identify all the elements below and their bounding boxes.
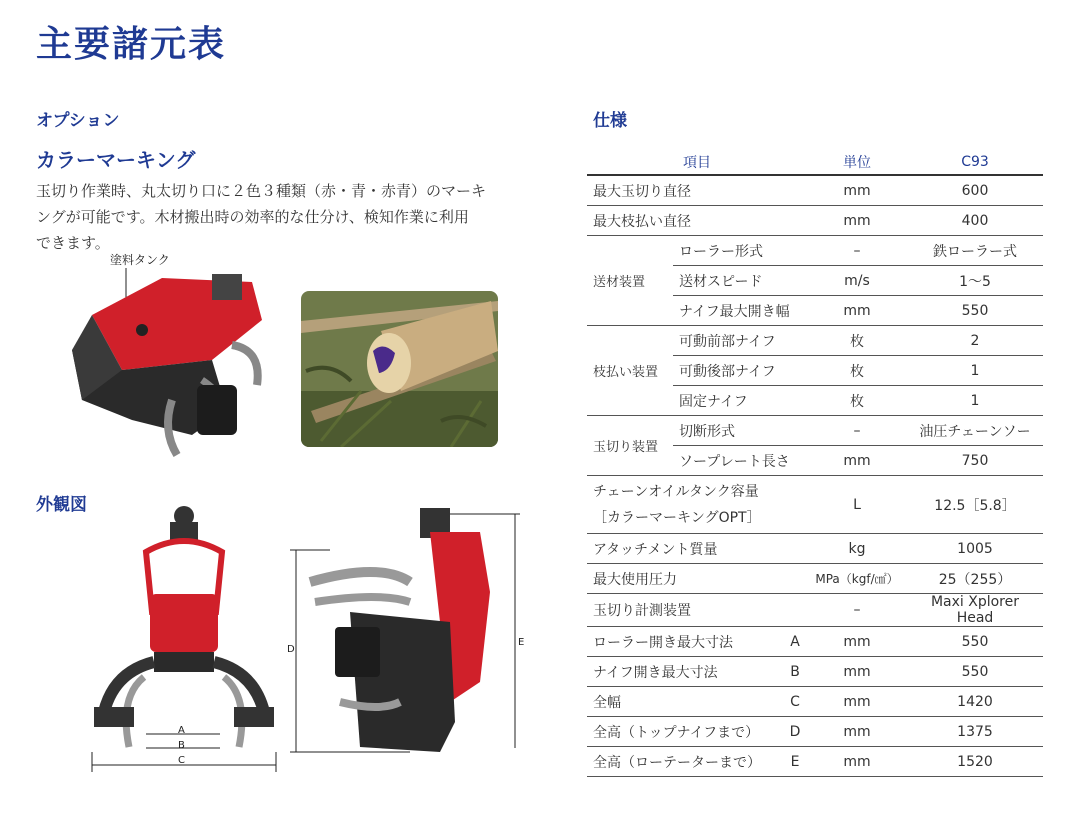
table-row: ナイフ最大開き幅 mm 550 bbox=[587, 296, 1043, 326]
dimension-a-label: A bbox=[178, 725, 185, 736]
harvester-head-illustration bbox=[62, 260, 277, 465]
table-row: 全高（ローテーターまで） E mm 1520 bbox=[587, 747, 1043, 777]
dimension-b-label: B bbox=[178, 740, 185, 751]
table-row: 送材スピード m/s 1〜5 bbox=[587, 266, 1043, 296]
table-row: 枝払い装置 可動前部ナイフ 枚 2 bbox=[587, 326, 1043, 356]
table-row: ナイフ開き最大寸法 B mm 550 bbox=[587, 657, 1043, 687]
table-row: 送材装置 ローラー形式 – 鉄ローラー式 bbox=[587, 236, 1043, 266]
color-marking-description bbox=[36, 178, 556, 256]
dimension-d-label: D bbox=[287, 644, 295, 655]
page-title: 主要諸元表 bbox=[36, 24, 227, 65]
table-row: 最大使用圧力 MPa（kgf/㎠） 25（255） bbox=[587, 564, 1043, 594]
table-row: 固定ナイフ 枚 1 bbox=[587, 386, 1043, 416]
group-label: 玉切り装置 bbox=[587, 416, 673, 476]
description-line: 玉切り作業時、丸太切り口に２色３種類（赤・青・赤青）のマーキ bbox=[36, 182, 487, 200]
table-row: 全高（トップナイフまで） D mm 1375 bbox=[587, 717, 1043, 747]
marked-log-image bbox=[301, 291, 498, 447]
group-label: 枝払い装置 bbox=[587, 326, 673, 416]
description-line: できます。 bbox=[36, 234, 110, 252]
table-row: 玉切り装置 切断形式 – 油圧チェーンソー bbox=[587, 416, 1043, 446]
paint-tank-label: 塗料タンク bbox=[110, 253, 170, 267]
table-row: 全幅 C mm 1420 bbox=[587, 687, 1043, 717]
table-row: 玉切り計測装置 – Maxi Xplorer Head bbox=[587, 594, 1043, 627]
marked-log-photo bbox=[301, 291, 498, 447]
row-item-line: ［カラーマーキングOPT］ bbox=[593, 509, 761, 526]
table-row: アタッチメント質量 kg 1005 bbox=[587, 534, 1043, 564]
header-unit: 単位 bbox=[807, 150, 907, 175]
table-row: 最大玉切り直径 mm 600 bbox=[587, 175, 1043, 206]
exterior-heading: 外観図 bbox=[36, 495, 87, 515]
description-line: ングが可能です。木材搬出時の効率的な仕分け、検知作業に利用 bbox=[36, 208, 469, 226]
spec-table bbox=[587, 150, 1043, 777]
table-row: チェーンオイルタンク容量 ［カラーマーキングOPT］ L 12.5［5.8］ bbox=[587, 476, 1043, 534]
header-model: C93 bbox=[907, 150, 1043, 175]
table-row: ローラー開き最大寸法 A mm 550 bbox=[587, 627, 1043, 657]
side-view-diagram bbox=[290, 502, 530, 760]
color-marking-title: カラーマーキング bbox=[36, 148, 196, 172]
spec-header-row bbox=[587, 150, 1043, 175]
row-item-line: チェーンオイルタンク容量 bbox=[593, 483, 759, 500]
header-item: 項目 bbox=[587, 150, 807, 175]
table-row: 可動後部ナイフ 枚 1 bbox=[587, 356, 1043, 386]
spec-heading: 仕様 bbox=[593, 111, 627, 131]
dimension-e-label: E bbox=[518, 637, 525, 648]
dimension-c-label: C bbox=[178, 755, 185, 766]
table-row: 最大枝払い直径 mm 400 bbox=[587, 206, 1043, 236]
group-label: 送材装置 bbox=[587, 236, 673, 326]
table-row: ソープレート長さ mm 750 bbox=[587, 446, 1043, 476]
option-heading: オプション bbox=[36, 111, 120, 131]
